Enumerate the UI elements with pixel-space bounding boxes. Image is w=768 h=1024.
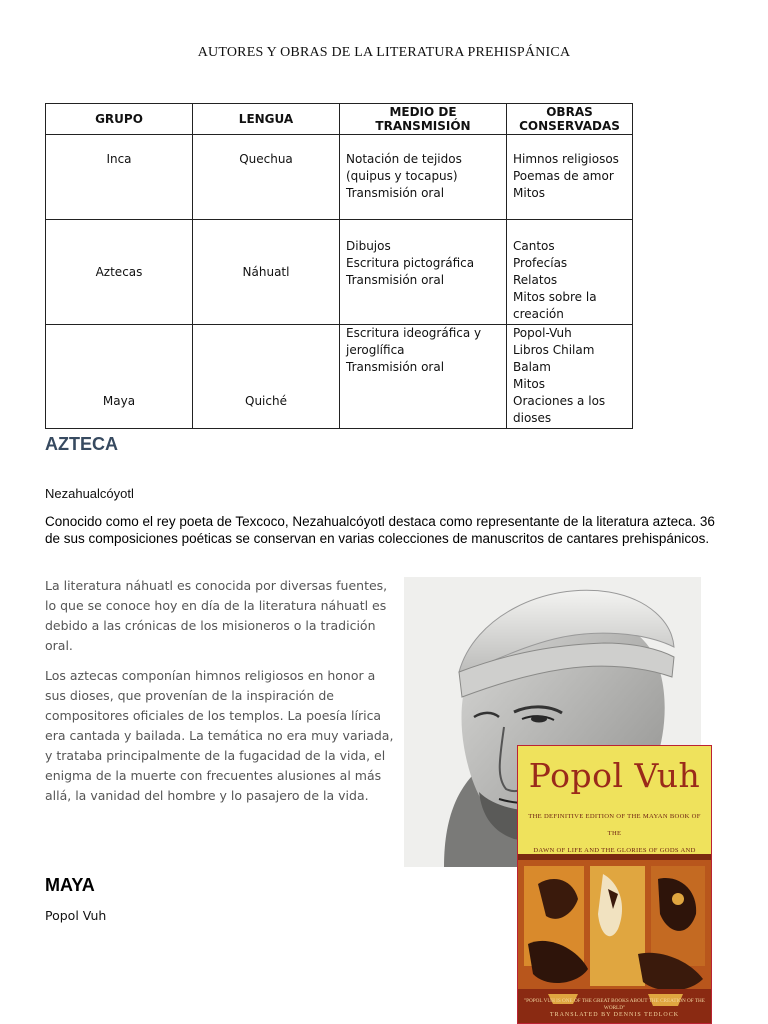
grupo-text: Maya [102,394,136,408]
obra-line: Himnos religiosos [513,152,619,166]
cell-lengua [193,220,340,325]
azteca-intro: Conocido como el rey poeta de Texcoco, Nezahualcóyotl destaca como representante de la literatura azteca. 36 de sus composiciones poéticas se conservan en varias colecciones de manuscritos de cantares prehispánicos. [45,514,715,546]
medio-line: Transmisión oral [346,186,445,200]
cell-grupo [46,325,193,429]
medio-line: Transmisión oral [346,360,445,374]
popol-vuh-book-cover [517,745,712,1024]
table-row [46,220,633,325]
book-subtitle-line: DAWN OF LIFE AND THE GLORIES OF GODS AND [533,847,696,854]
obra-line: Mitos [513,377,545,391]
cell-lengua [193,325,340,429]
book-footer [522,998,707,1019]
table-row [46,325,633,429]
medio-line: Dibujos [346,239,391,253]
document-title: AUTORES Y OBRAS DE LA LITERATURA PREHISPÁNICA [197,45,571,60]
maya-work: Popol Vuh [45,908,107,923]
grupo-text: Inca [106,152,132,166]
medio-line: jeroglífica [346,343,405,357]
book-subtitle-line: THE DEFINITIVE EDITION OF THE MAYAN BOOK OF THE [528,813,701,837]
cell-obras [507,220,633,325]
header-medio-text: MEDIO DE TRANSMISIÓN [375,105,471,133]
cell-grupo [46,220,193,325]
azteca-author: Nezahualcóyotl [45,486,134,501]
obra-line: Mitos [513,186,545,200]
table-row [46,135,633,220]
obra-line: Poemas de amor [513,169,614,183]
obra-line: Profecías [513,256,568,270]
azteca-paragraph: La literatura náhuatl es conocida por diversas fuentes, lo que se conoce hoy en día de la literatura náhuatl es debido a las crónicas de los misioneros o la tradición oral. [45,578,388,653]
header-medio [340,104,507,135]
azteca-paragraph: Los aztecas componían himnos religiosos en honor a sus dioses, que provenían de la inspiración de compositores oficiales de los templos. La poesía lírica era cantada y bailada. La temática no era muy variada, y trataba principalmente de la fugacidad de la vida, el enigma de la muerte con frecuentes alusiones al más allá, la vanidad del hombre y lo pasajero de la vida. [45,668,394,803]
cell-obras [507,135,633,220]
obra-line: Oraciones a los dioses [513,394,606,425]
azteca-heading: AZTECA [45,434,118,454]
literature-table [45,103,633,429]
lengua-text: Quiché [245,394,287,408]
obra-line: Relatos [513,273,558,287]
medio-line: (quipus y tocapus) [346,169,458,183]
cell-medio [340,220,507,325]
header-obras [507,104,633,135]
cell-medio [340,135,507,220]
medio-line: Notación de tejidos [346,152,462,166]
book-title: Popol Vuh [528,756,701,795]
book-quote: "POPOL VUH IS ONE OF THE GREAT BOOKS ABOUT THE CREATION OF THE WORLD" [524,998,705,1011]
book-translator: TRANSLATED BY DENNIS TEDLOCK [549,1012,680,1018]
lengua-text: Náhuatl [242,264,290,279]
header-lengua: LENGUA [193,104,340,135]
table-header-row [46,104,633,135]
cell-lengua [193,135,340,220]
medio-line: Escritura pictográfica [346,256,475,270]
cell-medio [340,325,507,429]
obra-line: Libros Chilam Balam [513,343,595,374]
obra-line: Cantos [513,239,555,253]
medio-line: Escritura ideográfica y [346,326,482,340]
obra-line: Mitos sobre la creación [513,290,597,321]
grupo-text: Aztecas [95,264,143,279]
cell-grupo [46,135,193,220]
header-obras-text: OBRAS CONSERVADAS [519,105,620,133]
header-grupo: GRUPO [46,104,193,135]
lengua-text: Quechua [239,152,293,166]
obra-line: Popol-Vuh [513,326,572,340]
maya-heading: MAYA [45,875,95,895]
cell-obras [507,325,633,429]
medio-line: Transmisión oral [346,273,445,287]
